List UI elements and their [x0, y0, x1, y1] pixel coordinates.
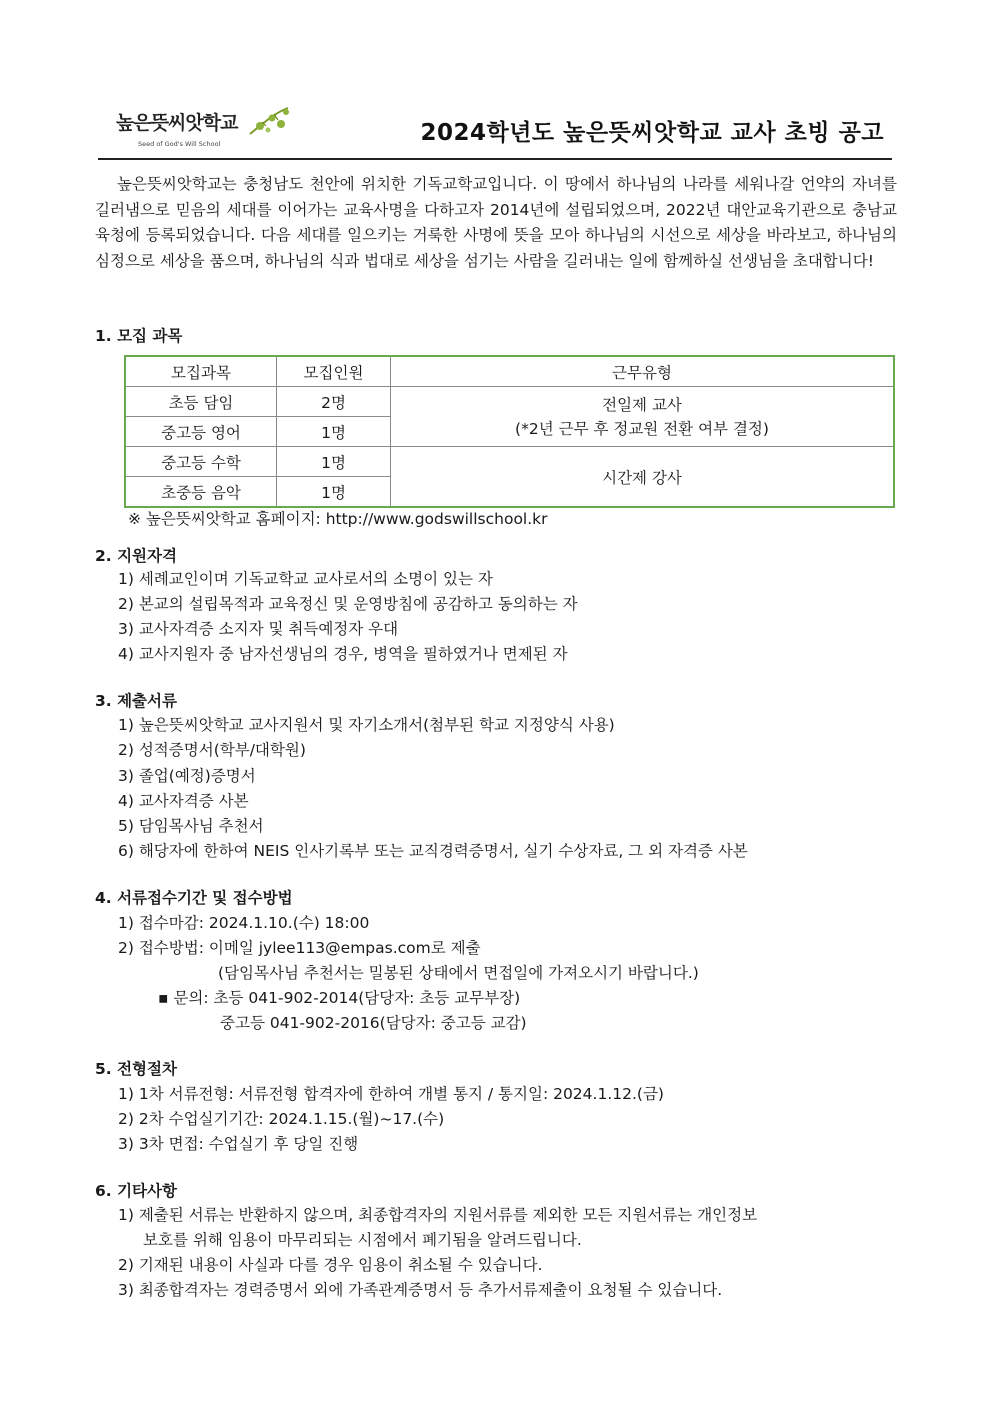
work-type-fulltime-cell — [391, 387, 895, 447]
work-type-fulltime: 전일제 교사 — [602, 395, 682, 414]
list-item: 1) 세례교인이며 기독교학교 교사로서의 소명이 있는 자 — [118, 570, 493, 588]
subject-cell: 중고등 영어 — [125, 417, 277, 447]
intro-paragraph: 높은뜻씨앗학교는 충청남도 천안에 위치한 기독교학교입니다. 이 땅에서 하나님의 나라를 세워나갈 언약의 자녀를 길러냄으로 믿음의 세대를 이어가는 교육사명을 다하고자 2014년에 설립되었으며, 2022년 대안교육기관으로 충남교육청에 등록되었습니다. 다음 세대를 일으키는 거룩한 사명에 뜻을 모아 하나님의 시선으로 세상을 바라보고, 하나님의 심정으로 세상을 품으며, 하나님의 식과 법대로 세상을 섬기는 사람을 길러내는 일에 함께하실 선생님을 초대합니다! — [95, 175, 897, 270]
count-cell: 1명 — [277, 477, 391, 508]
section-title-qualifications: 2. 지원자격 — [95, 547, 177, 565]
list-item: 1) 제출된 서류는 반환하지 않으며, 최종합격자의 지원서류를 제외한 모든 지원서류는 개인정보 — [118, 1206, 758, 1224]
list-item: 6) 해당자에 한하여 NEIS 인사기록부 또는 교직경력증명서, 실기 수상자료, 그 외 자격증 사본 — [118, 842, 748, 860]
header-cell: 모집인원 — [277, 356, 391, 387]
header-cell: 근무유형 — [391, 356, 895, 387]
list-item: 4) 교사지원자 중 남자선생님의 경우, 병역을 필하였거나 면제된 자 — [118, 645, 568, 663]
section-title-documents: 3. 제출서류 — [95, 692, 177, 710]
header-cell: 모집과목 — [125, 356, 277, 387]
count-cell: 1명 — [277, 447, 391, 477]
method-note: (담임목사님 추천서는 밀봉된 상태에서 면접일에 가져오시기 바랍니다.) — [218, 964, 699, 982]
list-item: 2) 접수방법: 이메일 jylee113@empas.com로 제출 — [118, 939, 481, 957]
list-item: 3) 교사자격증 소지자 및 취득예정자 우대 — [118, 620, 399, 638]
section-title-recruit-subjects: 1. 모집 과목 — [95, 327, 183, 345]
work-type-fulltime-note: (*2년 근무 후 정교원 전환 여부 결정) — [515, 419, 769, 438]
work-type-parttime-cell: 시간제 강사 — [391, 447, 895, 508]
subject-cell: 초중등 음악 — [125, 477, 277, 508]
list-item: 2) 기재된 내용이 사실과 다를 경우 임용이 취소될 수 있습니다. — [118, 1256, 543, 1274]
homepage-note: ※ 높은뜻씨앗학교 홈페이지: http://www.godswillschool.kr — [128, 510, 548, 528]
list-item: 1) 1차 서류전형: 서류전형 합격자에 한하여 개별 통지 / 통지일: 2024.1.12.(금) — [118, 1085, 664, 1103]
logo-subtitle: Seed of God's Will School — [138, 140, 221, 148]
subject-cell: 중고등 수학 — [125, 447, 277, 477]
recruitment-table — [124, 355, 895, 508]
list-item: 3) 최종합격자는 경력증명서 외에 가족관계증명서 등 추가서류제출이 요청될 수 있습니다. — [118, 1281, 723, 1299]
list-item: 2) 성적증명서(학부/대학원) — [118, 741, 306, 759]
table-row — [125, 447, 894, 477]
list-item-continuation: 보호를 위해 임용이 마무리되는 시점에서 폐기됨을 알려드립니다. — [143, 1231, 582, 1249]
logo-text: 높은뜻씨앗학교 — [116, 112, 238, 134]
inquiry-secondary: 중고등 041-902-2016(담당자: 중고등 교감) — [220, 1014, 527, 1032]
section-title-application-period: 4. 서류접수기간 및 접수방법 — [95, 889, 293, 907]
section-title-selection-process: 5. 전형절차 — [95, 1060, 177, 1078]
list-item: 2) 본교의 설립목적과 교육정신 및 운영방침에 공감하고 동의하는 자 — [118, 595, 578, 613]
section-title-other-notes: 6. 기타사항 — [95, 1182, 177, 1200]
list-item: 3) 3차 면접: 수업실기 후 당일 진행 — [118, 1135, 359, 1153]
count-cell: 2명 — [277, 387, 391, 417]
inquiry-elementary: ▪ 문의: 초등 041-902-2014(담당자: 초등 교무부장) — [158, 989, 521, 1007]
list-item: 5) 담임목사님 추천서 — [118, 817, 264, 835]
list-item: 2) 2차 수업실기기간: 2024.1.15.(월)~17.(수) — [118, 1110, 445, 1128]
table-header-row — [125, 356, 894, 387]
count-cell: 1명 — [277, 417, 391, 447]
school-logo — [116, 108, 296, 154]
list-item: 4) 교사자격증 사본 — [118, 792, 249, 810]
table-row — [125, 387, 894, 417]
list-item: 1) 높은뜻씨앗학교 교사지원서 및 자기소개서(첨부된 학교 지정양식 사용) — [118, 716, 615, 734]
subject-cell: 초등 담임 — [125, 387, 277, 417]
seed-sprig-icon — [248, 104, 292, 138]
list-item: 3) 졸업(예정)증명서 — [118, 767, 256, 785]
list-item: 1) 접수마감: 2024.1.10.(수) 18:00 — [118, 914, 370, 932]
document-header — [98, 100, 892, 160]
document-title: 2024학년도 높은뜻씨앗학교 교사 초빙 공고 — [420, 120, 884, 146]
